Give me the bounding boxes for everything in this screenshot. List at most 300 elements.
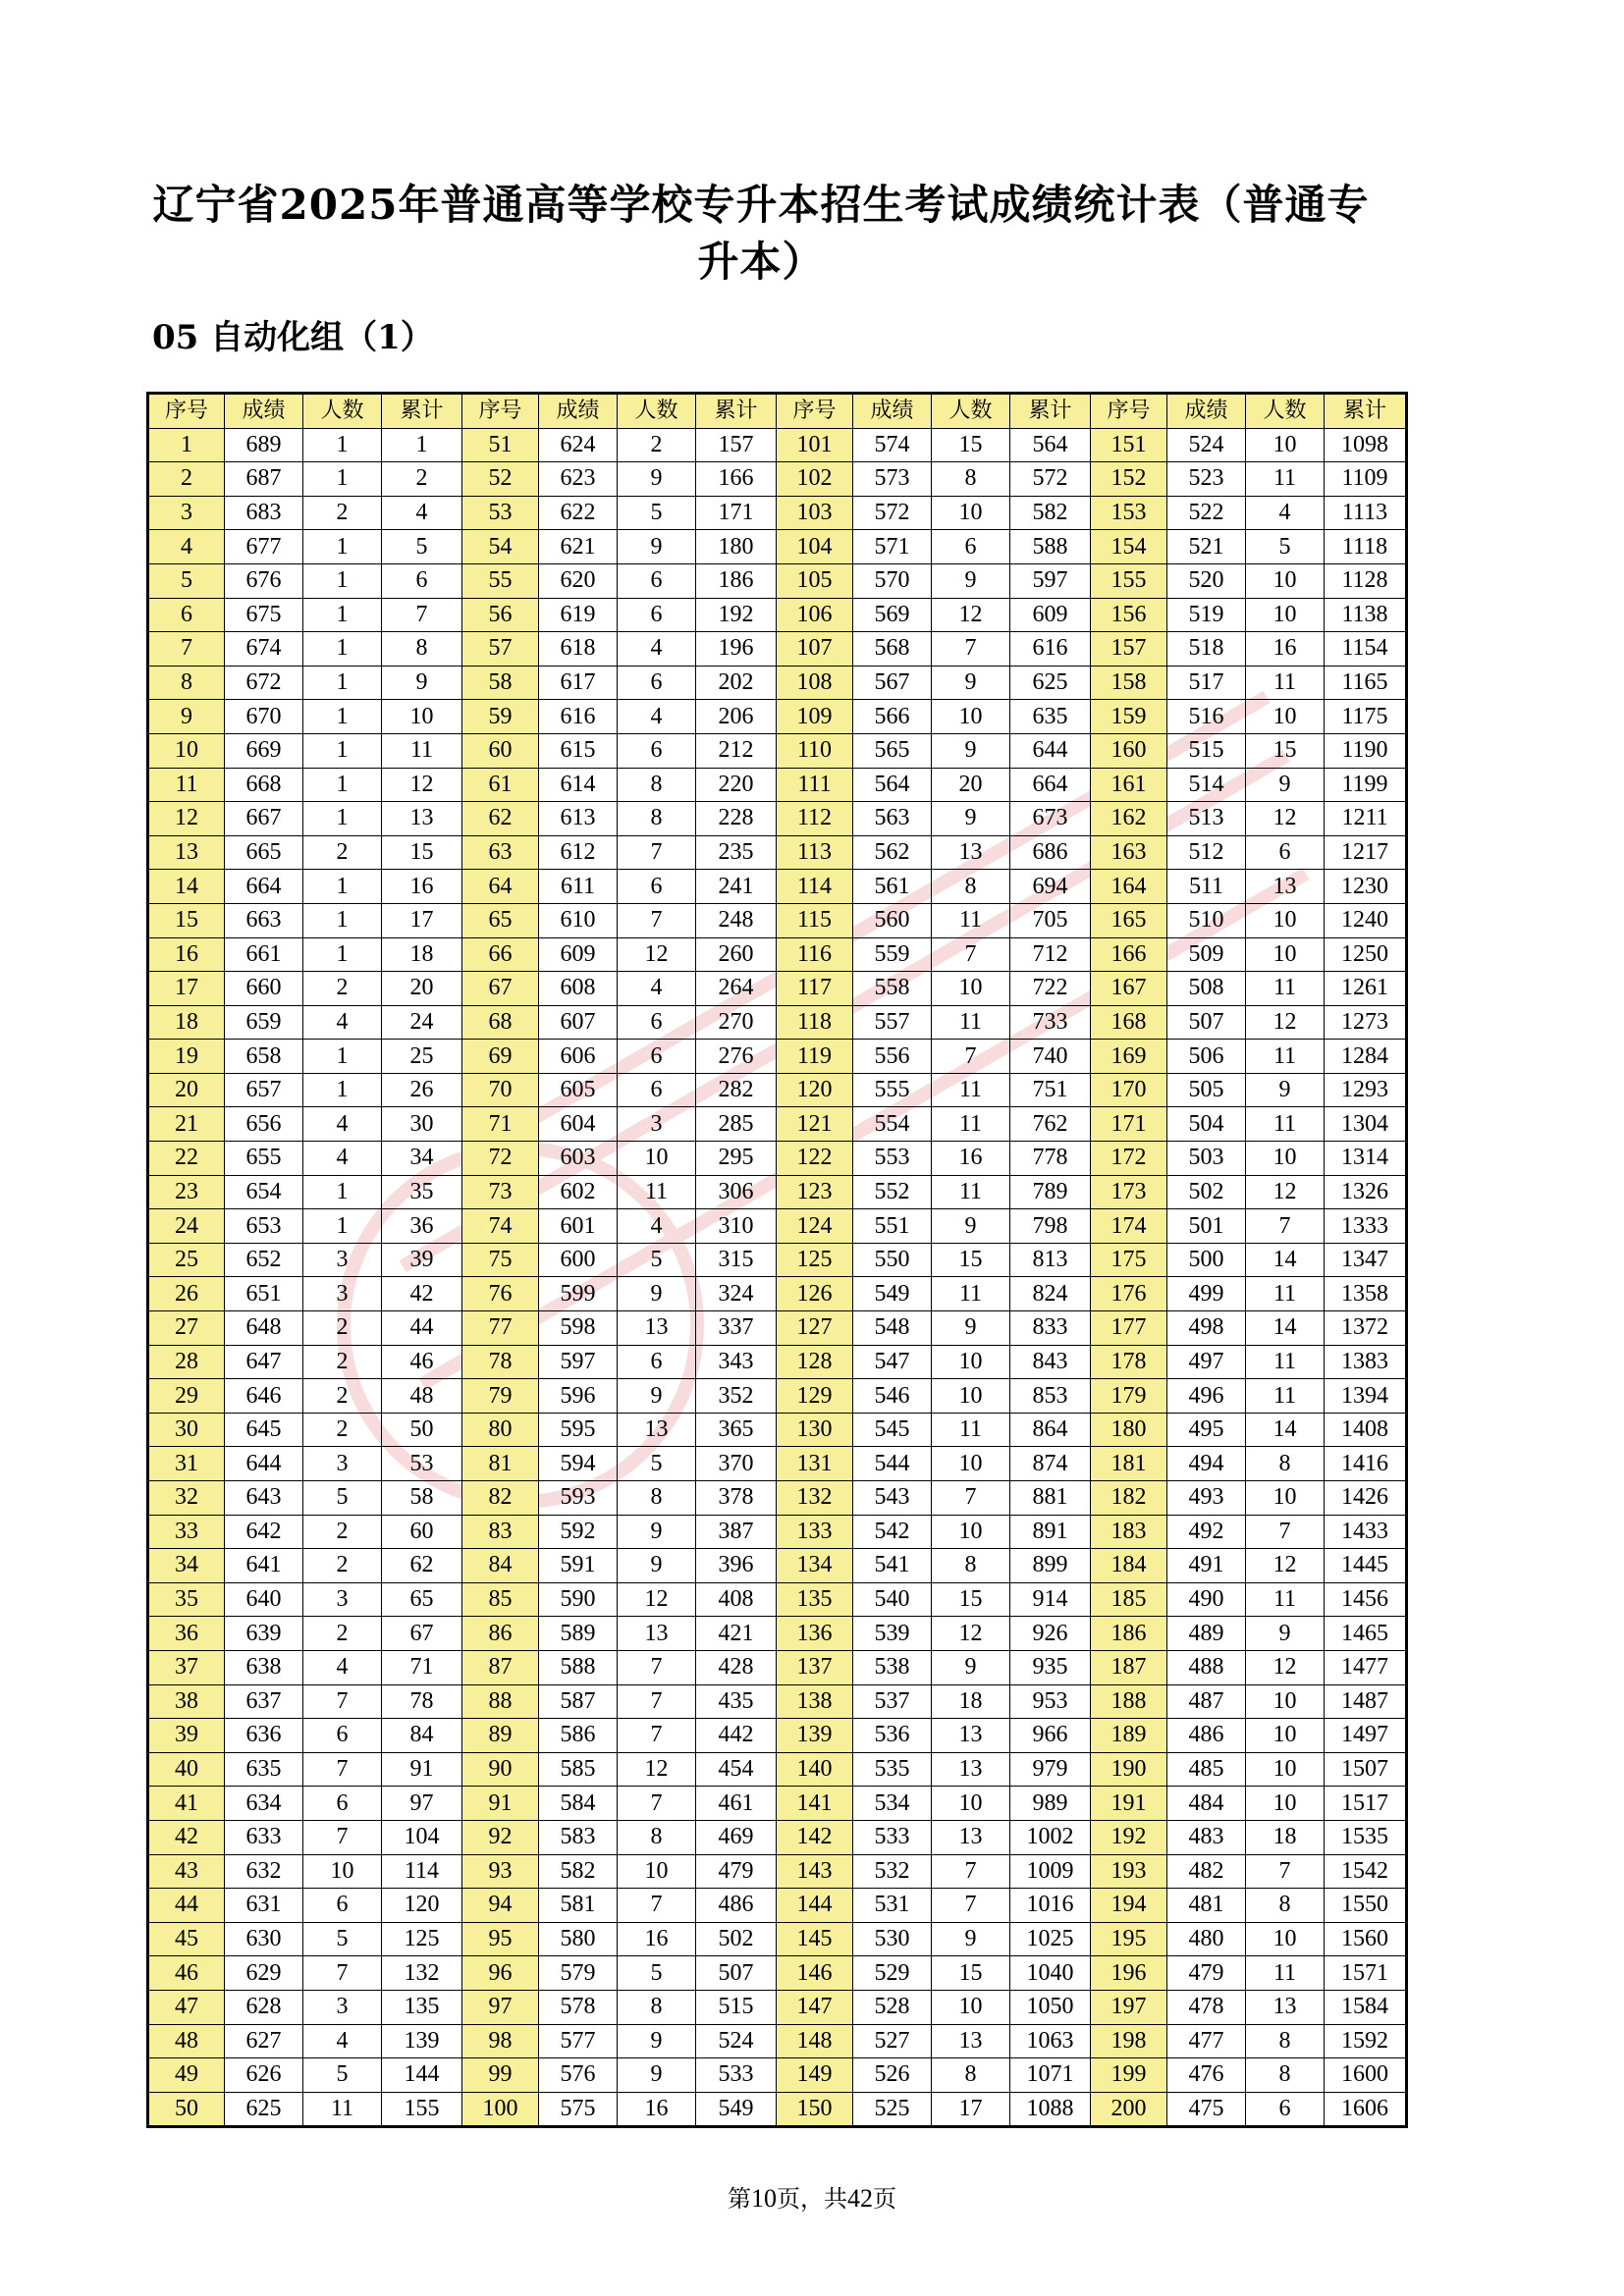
cell-seq: 59 bbox=[462, 700, 539, 734]
cell-seq: 41 bbox=[148, 1787, 225, 1821]
cell-score: 621 bbox=[539, 530, 618, 564]
cell-score: 674 bbox=[225, 632, 303, 667]
cell-cumulative: 1098 bbox=[1325, 428, 1407, 462]
cell-seq: 63 bbox=[462, 835, 539, 870]
cell-cumulative: 44 bbox=[382, 1311, 462, 1346]
cell-cumulative: 486 bbox=[696, 1889, 777, 1923]
cell-cumulative: 582 bbox=[1010, 496, 1091, 530]
cell-count: 10 bbox=[1246, 903, 1325, 937]
cell-score: 563 bbox=[853, 802, 932, 836]
cell-seq: 56 bbox=[462, 598, 539, 632]
cell-count: 6 bbox=[618, 598, 696, 632]
cell-score: 625 bbox=[225, 2092, 303, 2127]
cell-count: 10 bbox=[932, 1345, 1010, 1379]
cell-seq: 155 bbox=[1091, 563, 1167, 598]
cell-score: 584 bbox=[539, 1787, 618, 1821]
cell-score: 657 bbox=[225, 1073, 303, 1107]
cell-score: 637 bbox=[225, 1684, 303, 1719]
cell-count: 7 bbox=[932, 632, 1010, 667]
table-row bbox=[148, 1413, 1407, 1447]
cell-count: 1 bbox=[303, 768, 382, 802]
cell-count: 20 bbox=[932, 768, 1010, 802]
cell-score: 487 bbox=[1167, 1684, 1246, 1719]
cell-seq: 121 bbox=[777, 1107, 853, 1142]
cell-cumulative: 408 bbox=[696, 1582, 777, 1617]
cell-score: 599 bbox=[539, 1277, 618, 1311]
cell-score: 565 bbox=[853, 733, 932, 768]
cell-seq: 140 bbox=[777, 1752, 853, 1787]
cell-seq: 19 bbox=[148, 1040, 225, 1074]
cell-score: 580 bbox=[539, 1922, 618, 1956]
cell-cumulative: 46 bbox=[382, 1345, 462, 1379]
cell-count: 10 bbox=[932, 496, 1010, 530]
cell-count: 11 bbox=[1246, 972, 1325, 1006]
cell-count: 3 bbox=[303, 1277, 382, 1311]
footer-total-pages: 42 bbox=[847, 2184, 873, 2213]
cell-cumulative: 625 bbox=[1010, 666, 1091, 700]
cell-seq: 87 bbox=[462, 1650, 539, 1684]
cell-seq: 85 bbox=[462, 1582, 539, 1617]
cell-count: 11 bbox=[932, 1107, 1010, 1142]
cell-count: 3 bbox=[618, 1107, 696, 1142]
cell-seq: 145 bbox=[777, 1922, 853, 1956]
cell-count: 11 bbox=[1246, 1379, 1325, 1414]
cell-cumulative: 421 bbox=[696, 1617, 777, 1651]
cell-count: 10 bbox=[618, 1142, 696, 1176]
cell-cumulative: 664 bbox=[1010, 768, 1091, 802]
cell-seq: 22 bbox=[148, 1142, 225, 1176]
cell-cumulative: 1025 bbox=[1010, 1922, 1091, 1956]
cell-seq: 180 bbox=[1091, 1413, 1167, 1447]
cell-cumulative: 12 bbox=[382, 768, 462, 802]
cell-seq: 139 bbox=[777, 1719, 853, 1753]
cell-score: 609 bbox=[539, 937, 618, 972]
cell-count: 6 bbox=[618, 563, 696, 598]
cell-cumulative: 114 bbox=[382, 1854, 462, 1889]
cell-seq: 91 bbox=[462, 1787, 539, 1821]
footer-middle: 页，共 bbox=[777, 2185, 847, 2213]
cell-count: 11 bbox=[303, 2092, 382, 2127]
cell-score: 630 bbox=[225, 1922, 303, 1956]
cell-cumulative: 635 bbox=[1010, 700, 1091, 734]
cell-count: 1 bbox=[303, 700, 382, 734]
cell-score: 675 bbox=[225, 598, 303, 632]
cell-seq: 179 bbox=[1091, 1379, 1167, 1414]
cell-cumulative: 1517 bbox=[1325, 1787, 1407, 1821]
cell-seq: 72 bbox=[462, 1142, 539, 1176]
cell-score: 631 bbox=[225, 1889, 303, 1923]
cell-cumulative: 97 bbox=[382, 1787, 462, 1821]
cell-cumulative: 1326 bbox=[1325, 1175, 1407, 1209]
cell-score: 591 bbox=[539, 1549, 618, 1583]
cell-seq: 186 bbox=[1091, 1617, 1167, 1651]
cell-score: 642 bbox=[225, 1515, 303, 1549]
cell-cumulative: 67 bbox=[382, 1617, 462, 1651]
cell-count: 1 bbox=[303, 530, 382, 564]
cell-score: 548 bbox=[853, 1311, 932, 1346]
cell-cumulative: 616 bbox=[1010, 632, 1091, 667]
cell-seq: 190 bbox=[1091, 1752, 1167, 1787]
cell-count: 6 bbox=[618, 666, 696, 700]
cell-seq: 51 bbox=[462, 428, 539, 462]
cell-seq: 6 bbox=[148, 598, 225, 632]
cell-cumulative: 1009 bbox=[1010, 1854, 1091, 1889]
table-body bbox=[148, 428, 1407, 2127]
cell-count: 11 bbox=[1246, 1277, 1325, 1311]
cell-seq: 128 bbox=[777, 1345, 853, 1379]
cell-cumulative: 454 bbox=[696, 1752, 777, 1787]
cell-score: 651 bbox=[225, 1277, 303, 1311]
cell-seq: 81 bbox=[462, 1447, 539, 1481]
cell-score: 663 bbox=[225, 903, 303, 937]
cell-score: 574 bbox=[853, 428, 932, 462]
cell-cumulative: 62 bbox=[382, 1549, 462, 1583]
cell-score: 498 bbox=[1167, 1311, 1246, 1346]
cell-score: 519 bbox=[1167, 598, 1246, 632]
cell-cumulative: 1050 bbox=[1010, 1990, 1091, 2024]
cell-score: 569 bbox=[853, 598, 932, 632]
cell-seq: 170 bbox=[1091, 1073, 1167, 1107]
cell-seq: 14 bbox=[148, 870, 225, 904]
cell-seq: 177 bbox=[1091, 1311, 1167, 1346]
cell-count: 7 bbox=[303, 1956, 382, 1991]
cell-count: 1 bbox=[303, 802, 382, 836]
cell-cumulative: 1109 bbox=[1325, 462, 1407, 497]
cell-score: 485 bbox=[1167, 1752, 1246, 1787]
cell-cumulative: 39 bbox=[382, 1243, 462, 1277]
cell-score: 597 bbox=[539, 1345, 618, 1379]
cell-seq: 52 bbox=[462, 462, 539, 497]
cell-count: 10 bbox=[1246, 700, 1325, 734]
cell-count: 5 bbox=[303, 2058, 382, 2093]
cell-cumulative: 966 bbox=[1010, 1719, 1091, 1753]
cell-cumulative: 891 bbox=[1010, 1515, 1091, 1549]
cell-cumulative: 428 bbox=[696, 1650, 777, 1684]
cell-seq: 7 bbox=[148, 632, 225, 667]
cell-score: 512 bbox=[1167, 835, 1246, 870]
cell-seq: 187 bbox=[1091, 1650, 1167, 1684]
cell-count: 10 bbox=[932, 1515, 1010, 1549]
cell-score: 588 bbox=[539, 1650, 618, 1684]
cell-cumulative: 144 bbox=[382, 2058, 462, 2093]
table-row bbox=[148, 1549, 1407, 1583]
cell-count: 9 bbox=[932, 1922, 1010, 1956]
cell-cumulative: 1211 bbox=[1325, 802, 1407, 836]
cell-count: 9 bbox=[618, 1277, 696, 1311]
cell-count: 5 bbox=[618, 1243, 696, 1277]
table-row bbox=[148, 428, 1407, 462]
cell-score: 567 bbox=[853, 666, 932, 700]
cell-score: 615 bbox=[539, 733, 618, 768]
cell-score: 511 bbox=[1167, 870, 1246, 904]
cell-score: 593 bbox=[539, 1481, 618, 1516]
cell-score: 585 bbox=[539, 1752, 618, 1787]
cell-count: 9 bbox=[932, 666, 1010, 700]
cell-count: 15 bbox=[932, 428, 1010, 462]
cell-count: 7 bbox=[618, 1684, 696, 1719]
cell-score: 499 bbox=[1167, 1277, 1246, 1311]
cell-seq: 86 bbox=[462, 1617, 539, 1651]
cell-score: 578 bbox=[539, 1990, 618, 2024]
cell-cumulative: 1128 bbox=[1325, 563, 1407, 598]
cell-score: 495 bbox=[1167, 1413, 1246, 1447]
cell-count: 11 bbox=[1246, 1956, 1325, 1991]
cell-cumulative: 824 bbox=[1010, 1277, 1091, 1311]
cell-seq: 192 bbox=[1091, 1820, 1167, 1854]
cell-seq: 156 bbox=[1091, 598, 1167, 632]
cell-seq: 46 bbox=[148, 1956, 225, 1991]
cell-seq: 66 bbox=[462, 937, 539, 972]
cell-seq: 148 bbox=[777, 2024, 853, 2058]
cell-cumulative: 722 bbox=[1010, 972, 1091, 1006]
cell-seq: 40 bbox=[148, 1752, 225, 1787]
cell-seq: 141 bbox=[777, 1787, 853, 1821]
cell-score: 664 bbox=[225, 870, 303, 904]
cell-cumulative: 16 bbox=[382, 870, 462, 904]
cell-seq: 27 bbox=[148, 1311, 225, 1346]
cell-seq: 173 bbox=[1091, 1175, 1167, 1209]
cell-count: 18 bbox=[932, 1684, 1010, 1719]
cell-cumulative: 1261 bbox=[1325, 972, 1407, 1006]
cell-seq: 105 bbox=[777, 563, 853, 598]
cell-count: 2 bbox=[303, 1379, 382, 1414]
cell-score: 610 bbox=[539, 903, 618, 937]
cell-cumulative: 953 bbox=[1010, 1684, 1091, 1719]
cell-seq: 138 bbox=[777, 1684, 853, 1719]
cell-cumulative: 9 bbox=[382, 666, 462, 700]
cell-seq: 97 bbox=[462, 1990, 539, 2024]
table-row bbox=[148, 2024, 1407, 2058]
cell-count: 1 bbox=[303, 733, 382, 768]
column-header: 累计 bbox=[1010, 394, 1091, 429]
cell-seq: 113 bbox=[777, 835, 853, 870]
cell-count: 12 bbox=[1246, 1549, 1325, 1583]
cell-seq: 115 bbox=[777, 903, 853, 937]
cell-count: 4 bbox=[303, 1142, 382, 1176]
cell-score: 606 bbox=[539, 1040, 618, 1074]
cell-score: 547 bbox=[853, 1345, 932, 1379]
cell-seq: 150 bbox=[777, 2092, 853, 2127]
cell-cumulative: 1314 bbox=[1325, 1142, 1407, 1176]
column-header: 成绩 bbox=[853, 394, 932, 429]
cell-seq: 143 bbox=[777, 1854, 853, 1889]
cell-seq: 17 bbox=[148, 972, 225, 1006]
cell-count: 4 bbox=[303, 1107, 382, 1142]
table-row bbox=[148, 666, 1407, 700]
cell-seq: 193 bbox=[1091, 1854, 1167, 1889]
cell-seq: 194 bbox=[1091, 1889, 1167, 1923]
cell-cumulative: 524 bbox=[696, 2024, 777, 2058]
table-row bbox=[148, 1005, 1407, 1040]
cell-count: 9 bbox=[618, 2058, 696, 2093]
cell-count: 9 bbox=[1246, 1617, 1325, 1651]
cell-count: 15 bbox=[932, 1582, 1010, 1617]
cell-score: 533 bbox=[853, 1820, 932, 1854]
cell-count: 1 bbox=[303, 462, 382, 497]
cell-cumulative: 609 bbox=[1010, 598, 1091, 632]
cell-cumulative: 843 bbox=[1010, 1345, 1091, 1379]
cell-score: 549 bbox=[853, 1277, 932, 1311]
cell-cumulative: 1199 bbox=[1325, 768, 1407, 802]
cell-cumulative: 435 bbox=[696, 1684, 777, 1719]
cell-count: 13 bbox=[1246, 1990, 1325, 2024]
table-row bbox=[148, 802, 1407, 836]
cell-score: 667 bbox=[225, 802, 303, 836]
cell-count: 9 bbox=[1246, 768, 1325, 802]
cell-count: 4 bbox=[303, 2024, 382, 2058]
table-row bbox=[148, 1956, 1407, 1991]
cell-count: 10 bbox=[932, 1379, 1010, 1414]
cell-seq: 84 bbox=[462, 1549, 539, 1583]
table-row bbox=[148, 1922, 1407, 1956]
cell-count: 5 bbox=[618, 496, 696, 530]
cell-count: 2 bbox=[303, 496, 382, 530]
cell-count: 10 bbox=[1246, 1752, 1325, 1787]
cell-cumulative: 572 bbox=[1010, 462, 1091, 497]
cell-cumulative: 1383 bbox=[1325, 1345, 1407, 1379]
cell-count: 13 bbox=[932, 2024, 1010, 2058]
cell-count: 5 bbox=[303, 1922, 382, 1956]
cell-count: 7 bbox=[303, 1820, 382, 1854]
cell-count: 7 bbox=[1246, 1209, 1325, 1244]
cell-count: 6 bbox=[618, 733, 696, 768]
cell-seq: 4 bbox=[148, 530, 225, 564]
cell-score: 528 bbox=[853, 1990, 932, 2024]
cell-score: 559 bbox=[853, 937, 932, 972]
cell-count: 13 bbox=[618, 1617, 696, 1651]
cell-score: 478 bbox=[1167, 1990, 1246, 2024]
cell-cumulative: 1230 bbox=[1325, 870, 1407, 904]
cell-score: 653 bbox=[225, 1209, 303, 1244]
cell-cumulative: 899 bbox=[1010, 1549, 1091, 1583]
cell-seq: 101 bbox=[777, 428, 853, 462]
cell-seq: 200 bbox=[1091, 2092, 1167, 2127]
cell-seq: 64 bbox=[462, 870, 539, 904]
cell-seq: 151 bbox=[1091, 428, 1167, 462]
cell-seq: 94 bbox=[462, 1889, 539, 1923]
cell-score: 632 bbox=[225, 1854, 303, 1889]
cell-seq: 154 bbox=[1091, 530, 1167, 564]
cell-score: 523 bbox=[1167, 462, 1246, 497]
cell-seq: 26 bbox=[148, 1277, 225, 1311]
cell-seq: 111 bbox=[777, 768, 853, 802]
cell-seq: 31 bbox=[148, 1447, 225, 1481]
table-row bbox=[148, 768, 1407, 802]
cell-cumulative: 1584 bbox=[1325, 1990, 1407, 2024]
cell-cumulative: 881 bbox=[1010, 1481, 1091, 1516]
cell-seq: 88 bbox=[462, 1684, 539, 1719]
cell-count: 1 bbox=[303, 598, 382, 632]
cell-cumulative: 762 bbox=[1010, 1107, 1091, 1142]
cell-cumulative: 352 bbox=[696, 1379, 777, 1414]
table-row bbox=[148, 1515, 1407, 1549]
table-row bbox=[148, 1345, 1407, 1379]
cell-cumulative: 248 bbox=[696, 903, 777, 937]
cell-cumulative: 694 bbox=[1010, 870, 1091, 904]
cell-count: 1 bbox=[303, 1040, 382, 1074]
cell-cumulative: 7 bbox=[382, 598, 462, 632]
cell-count: 8 bbox=[932, 2058, 1010, 2093]
cell-count: 6 bbox=[618, 1040, 696, 1074]
cell-count: 9 bbox=[932, 1209, 1010, 1244]
cell-cumulative: 2 bbox=[382, 462, 462, 497]
cell-cumulative: 241 bbox=[696, 870, 777, 904]
cell-count: 9 bbox=[932, 563, 1010, 598]
cell-seq: 47 bbox=[148, 1990, 225, 2024]
cell-seq: 8 bbox=[148, 666, 225, 700]
score-table bbox=[146, 392, 1408, 2128]
cell-seq: 137 bbox=[777, 1650, 853, 1684]
cell-seq: 28 bbox=[148, 1345, 225, 1379]
cell-cumulative: 1304 bbox=[1325, 1107, 1407, 1142]
cell-seq: 54 bbox=[462, 530, 539, 564]
cell-score: 575 bbox=[539, 2092, 618, 2127]
cell-count: 2 bbox=[303, 1515, 382, 1549]
cell-count: 6 bbox=[303, 1787, 382, 1821]
cell-score: 546 bbox=[853, 1379, 932, 1414]
cell-seq: 136 bbox=[777, 1617, 853, 1651]
cell-score: 500 bbox=[1167, 1243, 1246, 1277]
cell-score: 654 bbox=[225, 1175, 303, 1209]
cell-seq: 175 bbox=[1091, 1243, 1167, 1277]
cell-cumulative: 979 bbox=[1010, 1752, 1091, 1787]
cell-seq: 147 bbox=[777, 1990, 853, 2024]
cell-cumulative: 1606 bbox=[1325, 2092, 1407, 2127]
column-header: 序号 bbox=[462, 394, 539, 429]
cell-seq: 100 bbox=[462, 2092, 539, 2127]
cell-score: 582 bbox=[539, 1854, 618, 1889]
cell-cumulative: 17 bbox=[382, 903, 462, 937]
cell-seq: 109 bbox=[777, 700, 853, 734]
column-header: 人数 bbox=[303, 394, 382, 429]
cell-score: 568 bbox=[853, 632, 932, 667]
cell-score: 541 bbox=[853, 1549, 932, 1583]
cell-score: 506 bbox=[1167, 1040, 1246, 1074]
cell-cumulative: 35 bbox=[382, 1175, 462, 1209]
cell-cumulative: 180 bbox=[696, 530, 777, 564]
cell-score: 629 bbox=[225, 1956, 303, 1991]
cell-count: 6 bbox=[932, 530, 1010, 564]
cell-count: 9 bbox=[618, 530, 696, 564]
cell-seq: 77 bbox=[462, 1311, 539, 1346]
cell-seq: 38 bbox=[148, 1684, 225, 1719]
cell-seq: 182 bbox=[1091, 1481, 1167, 1516]
cell-score: 490 bbox=[1167, 1582, 1246, 1617]
cell-cumulative: 139 bbox=[382, 2024, 462, 2058]
table-row bbox=[148, 835, 1407, 870]
column-header: 累计 bbox=[696, 394, 777, 429]
cell-seq: 67 bbox=[462, 972, 539, 1006]
cell-count: 9 bbox=[932, 1311, 1010, 1346]
cell-seq: 2 bbox=[148, 462, 225, 497]
cell-count: 5 bbox=[1246, 530, 1325, 564]
cell-score: 535 bbox=[853, 1752, 932, 1787]
cell-count: 2 bbox=[303, 972, 382, 1006]
cell-cumulative: 186 bbox=[696, 563, 777, 598]
cell-count: 5 bbox=[303, 1481, 382, 1516]
cell-cumulative: 1592 bbox=[1325, 2024, 1407, 2058]
cell-score: 668 bbox=[225, 768, 303, 802]
cell-count: 11 bbox=[932, 1413, 1010, 1447]
cell-seq: 131 bbox=[777, 1447, 853, 1481]
cell-cumulative: 1408 bbox=[1325, 1413, 1407, 1447]
cell-count: 11 bbox=[1246, 1107, 1325, 1142]
cell-seq: 25 bbox=[148, 1243, 225, 1277]
cell-cumulative: 778 bbox=[1010, 1142, 1091, 1176]
cell-score: 605 bbox=[539, 1073, 618, 1107]
cell-cumulative: 1600 bbox=[1325, 2058, 1407, 2093]
cell-cumulative: 1063 bbox=[1010, 2024, 1091, 2058]
